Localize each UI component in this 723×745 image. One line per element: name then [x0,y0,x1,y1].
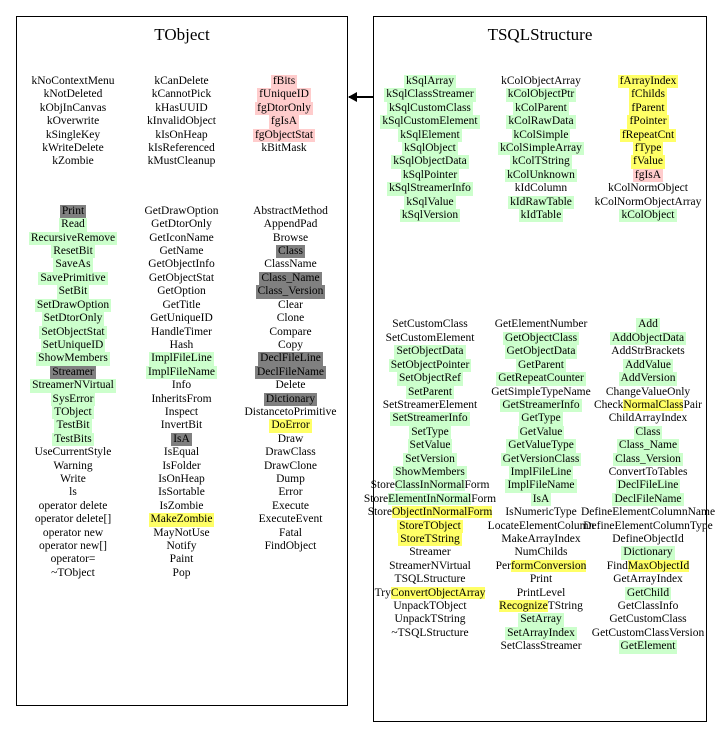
text-highlight: ElementInNormal [388,492,472,505]
list-item: operator delete [38,499,108,512]
list-item: Execute [271,499,310,512]
list-item: operator= [50,553,96,566]
list-item: kIdRawTable [510,195,572,208]
list-item: Add [638,318,658,331]
list-item: GetClassInfo [617,600,679,612]
list-item: fValue [632,155,663,168]
list-item: Delete [275,379,306,392]
list-item: Print [61,204,85,217]
list-item: fRepeatCnt [621,128,675,141]
list-item: InheritsFrom [151,392,212,405]
list-item: GetRepeatCounter [498,372,584,385]
text-plain: Pair [683,398,702,411]
list-item: TSQLStructure [394,573,466,586]
list-item: kHasUUID [155,101,208,114]
list-item: GetObjectData [506,345,576,358]
list-item: Warning [53,459,93,472]
list-item: ~TSQLStructure [391,626,469,639]
tobject-methods-col-1 [17,205,129,580]
list-item: SetStreamerInfo [392,412,468,425]
list-item: ShowMembers [38,352,108,365]
list-item: ChangeValueOnly [605,385,691,398]
list-item: GetDtorOnly [151,218,212,231]
text-plain: Form [464,479,490,492]
list-item: SetValue [409,439,451,452]
list-item: StreamerNVirtual [32,379,114,392]
list-item: GetSimpleTypeName [491,385,591,398]
list-item: Pop [172,566,191,579]
list-item: ResetBit [53,245,93,258]
tsql-methods-group [363,318,716,653]
list-item: SetDtorOnly [43,312,103,325]
tsql-fields-col-3 [596,75,700,222]
tsql-methods-col-1 [363,318,497,640]
list-item: fgObjectStat [254,128,314,141]
list-item: Class_Version [615,452,681,465]
text-plain: Per [495,559,511,572]
list-item: MakeZombie [150,513,213,526]
list-item: kCannotPick [151,88,212,101]
list-item: GetParent [518,358,564,371]
list-item: PrintLevel [516,586,566,599]
list-item: MakeArrayIndex [501,532,581,545]
list-item: TestBit [56,419,90,432]
list-item: Class [278,245,303,258]
list-item: FindObject [264,540,317,552]
list-item: UseCurrentStyle [34,446,112,459]
list-item: SetBit [58,285,88,298]
list-item: ImplFileLine [151,352,212,365]
list-item: kSqlElement [400,128,460,141]
list-item: IsEqual [163,446,200,459]
list-item: kSqlArray [406,75,454,87]
list-item: kSqlStreamerInfo [389,182,471,195]
list-item: Fatal [279,526,302,539]
tobject-methods-col-3 [234,205,347,554]
list-item: SetArrayIndex [507,626,575,639]
list-item: ImplFileName [147,365,216,378]
text-plain: TString [547,600,583,612]
list-item: Notify [166,540,197,552]
list-item: Print [529,573,553,586]
list-item: kZombie [52,155,94,168]
list-item: Streamer [409,546,451,559]
list-item: Paint [169,553,194,566]
list-item: SetArray [520,613,562,626]
list-item: SetObjectPointer [390,358,470,371]
list-item: SetType [411,425,449,438]
list-item: GetElementNumber [494,318,588,331]
list-item: kColObject [621,209,675,222]
list-item: Inspect [164,405,199,418]
list-item: IsA [532,492,550,505]
list-item: kWriteDelete [42,142,104,155]
list-item: Dump [276,472,305,485]
list-item: DefineElementColumnName [580,506,716,519]
list-item: Class_Name [261,271,320,284]
list-item: GetArrayIndex [613,573,683,586]
list-item: Class_Name [618,439,678,452]
tsql-fields-col-2 [486,75,596,222]
list-item: GetOption [157,285,206,298]
list-item: GetDrawOption [144,204,219,217]
list-item: kSqlClassStreamer [386,88,474,101]
list-item: kCanDelete [154,75,209,87]
list-item: fType [634,142,662,155]
list-item: ConvertToTables [608,465,688,478]
list-item: Browse [272,231,309,244]
list-item: AddObjectData [611,331,685,344]
list-item: Compare [269,325,312,338]
list-item: kSqlCustomClass [389,101,471,114]
list-item: kColNormObjectArray [594,195,702,208]
list-item: GetUniqueID [150,312,213,325]
list-item: Class_Version [257,285,324,298]
list-item: SetParent [407,385,453,398]
list-item: GetTitle [162,298,201,311]
list-item: SetDrawOption [36,298,110,311]
list-item: GetObjectClass [504,331,578,344]
text-highlight: ConvertObjectArray [390,586,486,599]
text-highlight: Recognize [499,600,548,612]
list-item: MayNotUse [153,526,210,539]
list-item: LocateElementColumn [487,519,595,532]
list-item: kSqlValue [406,195,454,208]
list-item: kColObjectPtr [507,88,575,101]
list-item: UnpackTObject [393,600,467,612]
list-item: Draw [277,432,304,445]
tobject-fields-col-2 [129,75,234,169]
tobject-methods-group [17,205,347,580]
text-highlight: NormalClass [623,398,684,411]
list-item [494,560,589,573]
list-item: GetIconName [149,231,214,244]
list-item: kObjInCanvas [39,101,107,114]
list-item: ShowMembers [395,465,465,478]
list-item: kSingleKey [45,128,101,141]
list-item: IsA [173,432,190,445]
list-item: DrawClass [265,446,316,459]
list-item: fgDtorOnly [257,101,311,114]
list-item: IsNumericType [505,506,577,519]
list-item: Class [635,425,661,438]
list-item: AddVersion [620,372,676,385]
list-item: AbstractMethod [253,204,328,217]
list-item: kMustCleanup [147,155,216,168]
list-item: SavePrimitive [40,271,106,284]
list-item: kSqlObject [404,142,456,155]
text-highlight: formConversion [510,559,587,572]
list-item: GetCustomClass [609,613,687,626]
list-item: kColSimple [513,128,569,141]
list-item: GetElement [620,640,676,653]
tsql-methods-col-3 [580,318,716,653]
list-item: IsZombie [159,499,204,512]
list-item [366,506,495,519]
list-item: GetName [159,245,204,258]
list-item: kSqlObjectData [393,155,467,168]
list-item: GetStreamerInfo [502,398,580,411]
list-item: Streamer [52,365,94,378]
list-item: kSqlCustomElement [382,115,478,128]
list-item [497,600,585,613]
list-item: kColSimpleArray [500,142,582,155]
list-item: GetVersionClass [502,452,580,465]
list-item: SysError [52,392,94,405]
list-item: SetCustomClass [392,318,468,331]
list-item: ChildArrayIndex [608,412,688,425]
list-item [373,587,488,600]
list-item: Read [61,218,85,231]
list-item: Info [171,379,192,392]
list-item: GetObjectInfo [148,258,215,271]
list-item: kColTString [512,155,570,168]
list-item: GetObjectStat [148,271,215,284]
tobject-fields-col-3 [234,75,334,155]
list-item: GetChild [626,586,670,599]
panel-tobject [16,16,348,706]
list-item: SetObjectRef [399,372,461,385]
list-item: kOverwrite [46,115,100,128]
list-item: fgIsA [634,168,662,181]
tobject-fields-col-1 [17,75,129,169]
list-item: AddValue [625,358,671,371]
list-item: ls [69,486,77,499]
list-item: NumChilds [514,546,568,559]
list-item: fUniqueID [259,88,309,101]
list-item: IsOnHeap [158,472,205,485]
tobject-fields-group [17,75,347,169]
list-item: kIdTable [520,209,562,222]
list-item: IsFolder [162,459,201,472]
list-item: SetVersion [405,452,455,465]
list-item: fgIsA [270,115,298,128]
list-item: StreamerNVirtual [389,559,471,572]
list-item: Dictionary [623,546,673,559]
list-item: kInvalidObject [147,115,216,128]
list-item: DeclFileLine [260,352,321,365]
list-item: GetValue [519,425,563,438]
list-item: SetCustomElement [385,331,475,344]
list-item: DoError [271,419,310,432]
list-item: Dictionary [265,392,316,405]
list-item: fBits [272,75,296,87]
list-item: fPointer [629,115,667,128]
list-item: DrawClone [263,459,317,472]
list-item: RecursiveRemove [30,231,116,244]
list-item [592,399,704,412]
list-item: kIsOnHeap [155,128,208,141]
list-item: fParent [631,101,665,114]
list-item: SetStreamerElement [382,398,478,411]
list-item: ~TObject [51,566,95,579]
list-item: Clone [276,312,305,325]
list-item: AppendPad [263,218,318,231]
list-item: kColRawData [508,115,574,128]
list-item: InvertBit [160,419,203,432]
list-item: TestBits [54,432,92,445]
list-item: kNoContextMenu [31,75,115,87]
list-item: StoreTObject [399,519,461,532]
list-item: kIdColumn [514,182,568,195]
list-item: fChilds [631,88,665,101]
tsql-methods-col-2 [486,318,596,653]
list-item: Copy [278,338,303,351]
panel-title-tsqlstructure: TSQLStructure [487,25,593,44]
panel-title-tobject: TObject [154,25,210,44]
list-item [369,479,492,492]
list-item: DeclFileName [614,492,682,505]
list-item: ImplFileLine [510,465,572,478]
list-item: DeclFileName [256,365,325,378]
text-plain: Find [606,559,628,572]
list-item: GetCustomClassVersion [591,626,705,639]
list-item: HandleTimer [151,325,212,338]
list-item: SetObjectData [396,345,464,358]
list-item: DeclFileLine [617,479,679,492]
list-item: kNotDeleted [43,88,103,101]
list-item: kBitMask [261,142,307,155]
list-item: SaveAs [55,258,91,271]
tobject-methods-col-2 [129,205,234,580]
text-plain: Store [370,479,395,492]
list-item: SetUniqueID [42,338,104,351]
list-item: Write [60,472,86,485]
list-item: operator delete[] [34,513,112,526]
list-item: operator new [42,526,104,539]
tsql-fields-col-1 [374,75,486,222]
list-item: UnpackTString [394,613,466,626]
list-item: DefineObjectId [612,532,684,545]
tsql-fields-group [374,75,706,222]
text-plain: Try [374,586,391,599]
panel-tsqlstructure [363,16,716,722]
text-highlight: ClassInNormal [394,479,465,492]
list-item: ClassName [264,258,317,271]
list-item: kColObjectArray [501,75,581,87]
list-item: kIsReferenced [148,142,215,155]
list-item: Clear [278,298,303,311]
text-highlight: ObjectInNormalForm [392,506,493,519]
text-plain: Form [471,492,497,505]
list-item: fArrayIndex [619,75,677,87]
list-item: IsSortable [158,486,205,499]
list-item: Hash [169,338,194,351]
list-item: ExecuteEvent [258,513,323,526]
list-item: ImplFileName [507,479,575,492]
text-highlight: MaxObjectId [627,559,690,572]
list-item: kColParent [515,101,567,114]
list-item: DistancetoPrimitive [244,405,337,418]
list-item: kSqlPointer [402,168,458,181]
list-item: kColNormObject [608,182,688,195]
list-item: kSqlVersion [401,209,459,222]
list-item: GetValueType [508,439,574,452]
list-item [605,560,691,573]
list-item: operator new[] [38,540,107,552]
arrow-head-icon [348,92,357,102]
list-item: AddStrBrackets [611,345,685,358]
list-item: kColUnknown [507,168,575,181]
list-item: Error [278,486,303,499]
list-item [362,493,498,506]
list-item: SetObjectStat [41,325,105,338]
list-item: GetType [521,412,561,425]
text-plain: Store [367,506,392,519]
list-item: TObject [54,405,92,418]
list-item: StoreTString [400,532,460,545]
list-item: DefineElementColumnType [583,519,713,532]
text-plain: Check [594,398,624,411]
text-plain: Store [363,492,389,505]
list-item: SetClassStreamer [500,640,582,653]
